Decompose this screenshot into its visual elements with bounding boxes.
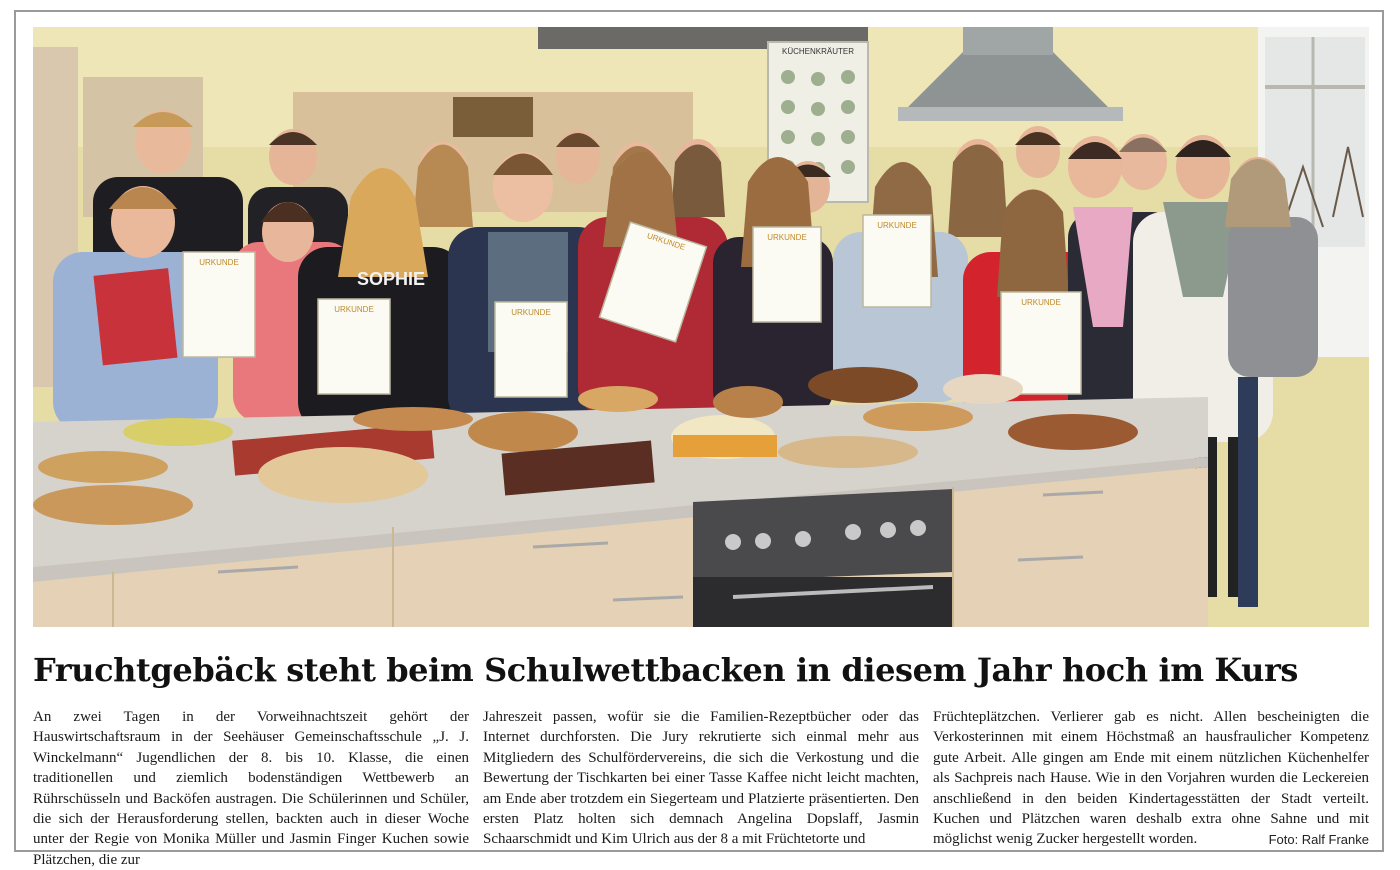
poster-title: KÜCHENKRÄUTER: [781, 47, 855, 56]
certificate-title: URKUNDE: [199, 258, 239, 267]
photo-kitchen-group: [33, 27, 1369, 627]
article-photo: [33, 27, 1369, 627]
shirt-text: SOPHIE: [356, 269, 426, 289]
certificate-title: URKUNDE: [1021, 298, 1061, 307]
article-column-3-text: Früchteplätzchen. Verlierer gab es nicht. Allen bescheinigten die Verkosterinnen mit einem Höchstmaß an hausfraulicher Kompetenz gute Arbeit. Alle gingen am Ende mit einem nützlichen Küchenhelfer als Sachpreis nach Hause. Wie in den Vorjahren wurden die Leckereien anschließend in den beiden Kindertagesstätten der Stadt verteilt. Kuchen und Plätzchen waren deshalb extra ohne Sahne und mit möglichst wenig Zucker hergestellt worden.: [933, 709, 1369, 848]
certificate-title: URKUNDE: [645, 231, 687, 252]
article-column-2: Jahreszeit passen, wofür sie die Familien-Rezeptbücher oder das Internet durchforsten. Die Jury rekrutierte sich einmal mehr aus Mitgliedern des Schulfördervereins, die sich die Verkostung und die Bewertung der Tischkarten bei einer Tasse Kaffee nicht leicht machten, am Ende aber trotzdem ein Siegerteam und Platzierte präsentierten. Den ersten Platz holten sich demnach Angelina Dopslaff, Jasmin Schaarschmidt und Kim Ulrich aus der 8 a mit Früchtetorte und: [483, 709, 919, 848]
article-column-3: [933, 707, 1369, 851]
article-column-1: An zwei Tagen in der Vorweihnachtszeit gehört der Hauswirtschaftsraum in der Seehäuser Gemeinschaftsschule „J. J. Winckelmann“ Jugendlichen der 8. bis 10. Klasse, die einen traditionellen und ziemlich bodenständigen Wettbewerb an Rührschüsseln und Backöfen austragen. Die Schülerinnen und Schüler, die sich der Herausforderung stellen, backten auch in dieser Woche unter der Regie von Monika Müller und Jasmin Finger Kuchen sowie Plätzchen, die zur: [33, 709, 469, 868]
certificate-title: URKUNDE: [334, 305, 374, 314]
certificate-title: URKUNDE: [767, 233, 807, 242]
certificate-title: URKUNDE: [511, 308, 551, 317]
article-headline: Fruchtgebäck steht beim Schulwettbacken in diesem Jahr hoch im Kurs: [33, 651, 1299, 689]
photo-credit: Foto: Ralf Franke: [1268, 832, 1369, 848]
certificate-title: URKUNDE: [877, 221, 917, 230]
